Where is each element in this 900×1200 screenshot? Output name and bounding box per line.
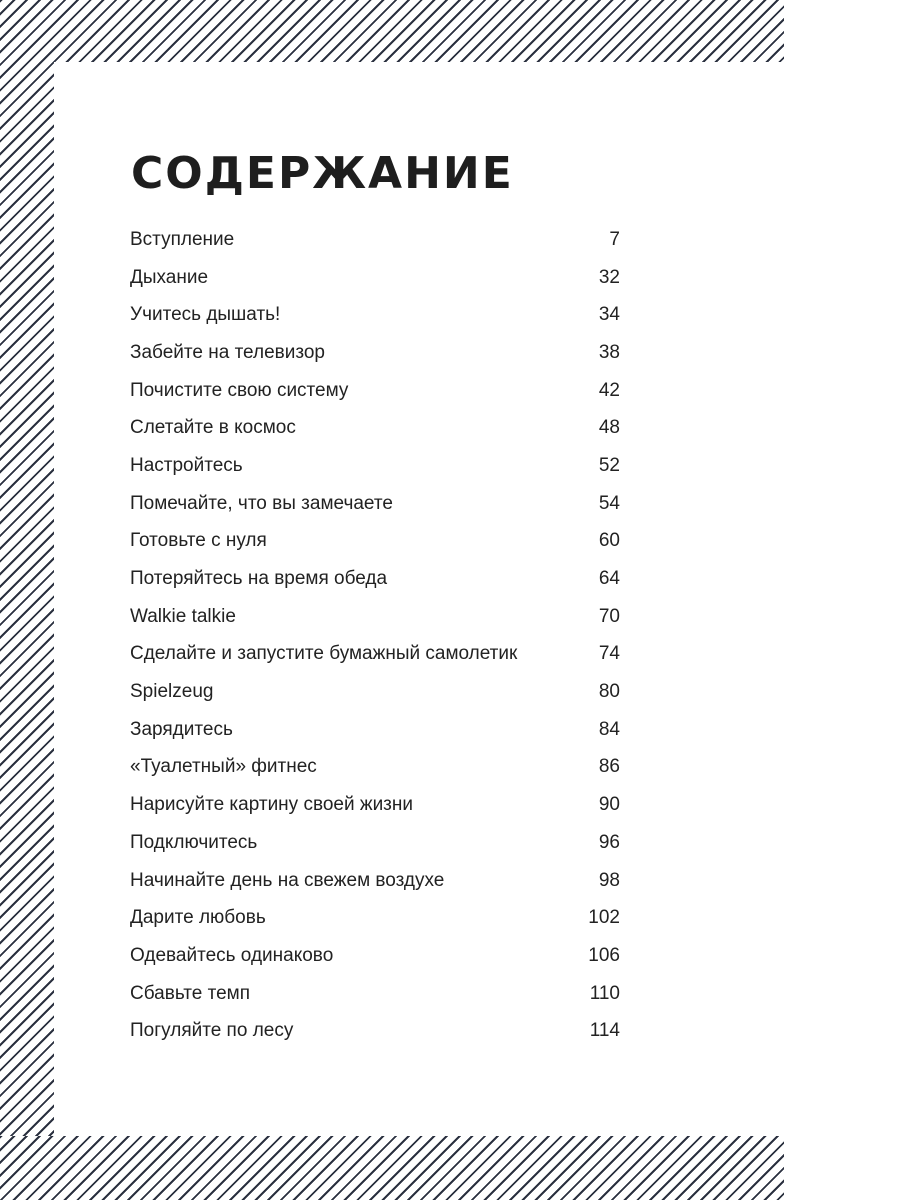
toc-entry-page-number: 106 xyxy=(588,944,620,966)
page-title: СОДЕРЖАНИЕ xyxy=(131,148,514,199)
toc-entry xyxy=(130,862,620,900)
toc-entry xyxy=(130,409,620,447)
toc-entry-title: Начинайте день на свежем воздухе xyxy=(130,869,445,891)
toc-entry-title: Учитесь дышать! xyxy=(130,304,281,326)
toc-entry-title: Сделайте и запустите бумажный самолетик xyxy=(130,643,518,665)
toc-entry xyxy=(130,259,620,297)
toc-entry-page-number: 60 xyxy=(598,530,620,552)
toc-entry xyxy=(130,673,620,711)
toc-entry-page-number: 34 xyxy=(598,304,620,326)
hatch-border-left xyxy=(0,0,54,1200)
toc-entry xyxy=(130,485,620,523)
toc-entry-title: Забейте на телевизор xyxy=(130,341,325,363)
toc-entry-title: Зарядитесь xyxy=(130,718,233,740)
toc-entry-title: Walkie talkie xyxy=(130,605,236,627)
toc-entry xyxy=(130,937,620,975)
toc-entry-title: Почистите свою систему xyxy=(130,379,349,401)
table-of-contents xyxy=(130,221,620,1050)
toc-entry-title: Сбавьте темп xyxy=(130,982,250,1004)
toc-entry-page-number: 42 xyxy=(598,379,620,401)
hatch-border-top xyxy=(0,0,784,62)
toc-entry-title: Вступление xyxy=(130,228,235,250)
toc-entry-page-number: 70 xyxy=(598,605,620,627)
toc-entry-page-number: 80 xyxy=(598,681,620,703)
toc-entry-page-number: 7 xyxy=(609,228,620,250)
toc-entry-title: Дарите любовь xyxy=(130,907,266,929)
content-panel xyxy=(54,62,784,1136)
toc-entry-page-number: 98 xyxy=(598,869,620,891)
toc-entry-page-number: 114 xyxy=(589,1020,620,1042)
toc-entry xyxy=(130,824,620,862)
toc-entry-page-number: 48 xyxy=(598,417,620,439)
toc-entry-title: Одевайтесь одинаково xyxy=(130,944,334,966)
toc-entry xyxy=(130,786,620,824)
toc-entry xyxy=(130,372,620,410)
toc-entry-page-number: 96 xyxy=(598,831,620,853)
toc-entry-page-number: 90 xyxy=(598,794,620,816)
toc-entry xyxy=(130,711,620,749)
toc-entry xyxy=(130,1012,620,1050)
toc-entry-title: Потеряйтесь на время обеда xyxy=(130,568,388,590)
toc-entry-title: «Туалетный» фитнес xyxy=(130,756,317,778)
toc-entry-title: Настройтесь xyxy=(130,454,243,476)
toc-entry-title: Готовьте с нуля xyxy=(130,530,267,552)
toc-entry-page-number: 102 xyxy=(588,907,620,929)
toc-entry xyxy=(130,636,620,674)
toc-entry xyxy=(130,598,620,636)
toc-entry xyxy=(130,560,620,598)
toc-entry xyxy=(130,899,620,937)
toc-entry-title: Слетайте в космос xyxy=(130,417,296,439)
toc-entry-title: Помечайте, что вы замечаете xyxy=(130,492,393,514)
toc-entry-page-number: 54 xyxy=(598,492,620,514)
hatch-border-bottom xyxy=(0,1136,784,1200)
toc-entry-page-number: 74 xyxy=(598,643,620,665)
toc-entry-title: Дыхание xyxy=(130,266,209,288)
toc-entry xyxy=(130,221,620,259)
toc-entry-page-number: 52 xyxy=(598,454,620,476)
toc-entry-title: Подключитесь xyxy=(130,831,258,853)
toc-entry-page-number: 32 xyxy=(598,266,620,288)
toc-entry-page-number: 64 xyxy=(598,568,620,590)
toc-entry-page-number: 86 xyxy=(598,756,620,778)
toc-entry-page-number: 84 xyxy=(598,718,620,740)
toc-entry xyxy=(130,523,620,561)
toc-entry xyxy=(130,296,620,334)
toc-entry xyxy=(130,334,620,372)
toc-entry xyxy=(130,975,620,1013)
toc-entry xyxy=(130,447,620,485)
toc-entry-title: Нарисуйте картину своей жизни xyxy=(130,794,413,816)
toc-entry-title: Spielzeug xyxy=(130,681,214,703)
toc-entry xyxy=(130,749,620,787)
toc-entry-page-number: 110 xyxy=(589,982,620,1004)
toc-entry-title: Погуляйте по лесу xyxy=(130,1020,294,1042)
toc-entry-page-number: 38 xyxy=(598,341,620,363)
